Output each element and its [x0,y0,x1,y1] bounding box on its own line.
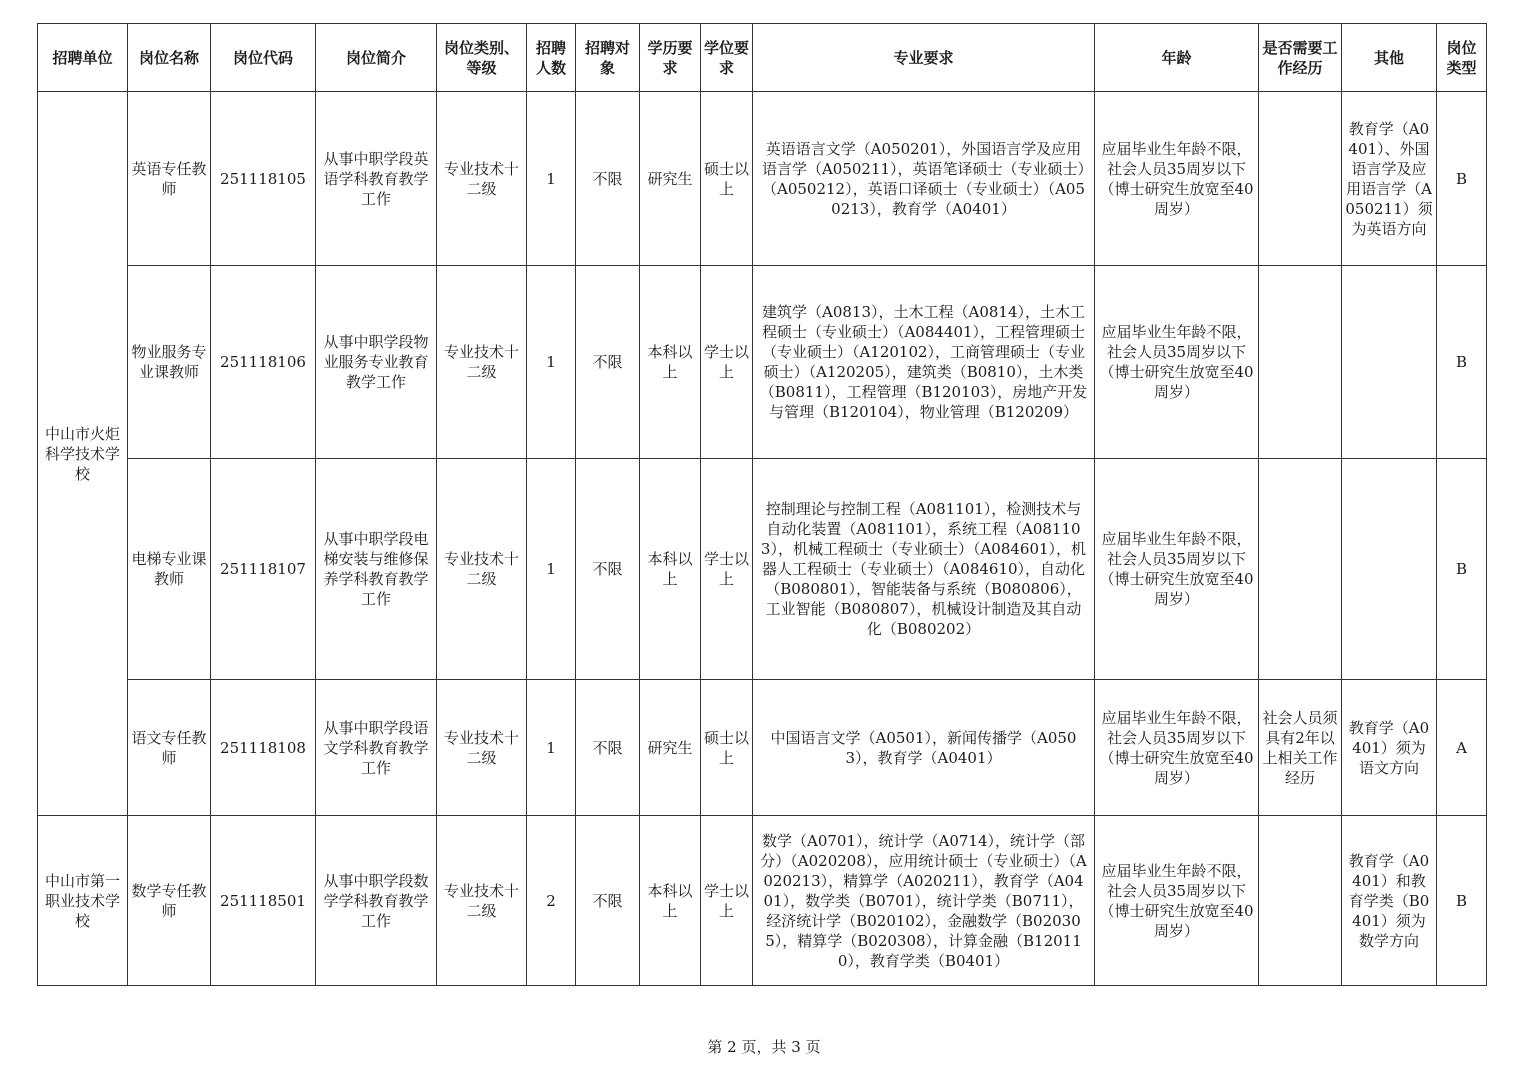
job-intro: 从事中职学段数学学科教育教学工作 [316,816,437,986]
job-category: 专业技术十二级 [437,92,527,266]
header-category: 岗位类别、等级 [437,24,527,92]
job-degree: 硕士以上 [701,92,753,266]
job-target: 不限 [576,680,640,816]
job-degree: 硕士以上 [701,680,753,816]
job-age: 应届毕业生年龄不限，社会人员35周岁以下（博士研究生放宽至40周岁） [1095,459,1259,680]
table-row [38,92,1487,266]
job-code: 251118105 [211,92,316,266]
job-type: B [1437,816,1487,986]
header-type: 岗位类型 [1437,24,1487,92]
job-other: 教育学（A0401）须为语文方向 [1342,680,1437,816]
unit-cell: 中山市第一职业技术学校 [38,816,128,986]
job-other: 教育学（A0401）、外国语言学及应用语言学（A050211）须为英语方向 [1342,92,1437,266]
job-experience: 社会人员须具有2年以上相关工作经历 [1259,680,1342,816]
job-type: B [1437,459,1487,680]
table-row [38,266,1487,459]
job-target: 不限 [576,266,640,459]
job-major: 英语语言文学（A050201），外国语言学及应用语言学（A050211），英语笔译硕士（专业硕士）（A050212），英语口译硕士（专业硕士）（A050213），教育学（A0401） [753,92,1095,266]
page-number: 第 2 页，共 3 页 [707,1038,821,1056]
header-major: 专业要求 [753,24,1095,92]
job-experience [1259,92,1342,266]
job-intro: 从事中职学段物业服务专业教育教学工作 [316,266,437,459]
job-type: B [1437,266,1487,459]
job-count: 1 [527,266,576,459]
job-count: 2 [527,816,576,986]
job-other [1342,459,1437,680]
header-name: 岗位名称 [128,24,211,92]
header-unit: 招聘单位 [38,24,128,92]
job-category: 专业技术十二级 [437,680,527,816]
unit-cell: 中山市火炬科学技术学校 [38,92,128,816]
job-count: 1 [527,459,576,680]
table-row [38,459,1487,680]
job-count: 1 [527,92,576,266]
job-target: 不限 [576,459,640,680]
header-intro: 岗位简介 [316,24,437,92]
job-name: 数学专任教师 [128,816,211,986]
job-intro: 从事中职学段电梯安装与维修保养学科教育教学工作 [316,459,437,680]
job-type: B [1437,92,1487,266]
header-target: 招聘对象 [576,24,640,92]
job-intro: 从事中职学段语文学科教育教学工作 [316,680,437,816]
recruitment-table [37,23,1487,986]
job-age: 应届毕业生年龄不限，社会人员35周岁以下（博士研究生放宽至40周岁） [1095,266,1259,459]
table-row [38,816,1487,986]
table-row [38,680,1487,816]
job-name: 物业服务专业课教师 [128,266,211,459]
job-experience [1259,816,1342,986]
job-experience [1259,266,1342,459]
job-age: 应届毕业生年龄不限，社会人员35周岁以下（博士研究生放宽至40周岁） [1095,680,1259,816]
job-major: 数学（A0701），统计学（A0714），统计学（部分）（A020208），应用统计硕士（专业硕士）（A020213），精算学（A020211），教育学（A0401），数学类（B0701），统计学类（B0711），经济统计学（B020102），金融数学（B020305），精算学（B020308），计算金融（B120110），教育学类（B0401） [753,816,1095,986]
header-experience: 是否需要工作经历 [1259,24,1342,92]
job-count: 1 [527,680,576,816]
header-code: 岗位代码 [211,24,316,92]
job-degree: 学士以上 [701,459,753,680]
job-code: 251118501 [211,816,316,986]
job-category: 专业技术十二级 [437,816,527,986]
job-education: 研究生 [640,680,701,816]
job-category: 专业技术十二级 [437,459,527,680]
job-target: 不限 [576,92,640,266]
header-row [38,24,1487,92]
job-degree: 学士以上 [701,266,753,459]
job-name: 英语专任教师 [128,92,211,266]
header-education: 学历要求 [640,24,701,92]
header-degree: 学位要求 [701,24,753,92]
job-age: 应届毕业生年龄不限，社会人员35周岁以下（博士研究生放宽至40周岁） [1095,92,1259,266]
job-name: 电梯专业课教师 [128,459,211,680]
job-intro: 从事中职学段英语学科教育教学工作 [316,92,437,266]
job-category: 专业技术十二级 [437,266,527,459]
job-experience [1259,459,1342,680]
job-age: 应届毕业生年龄不限，社会人员35周岁以下（博士研究生放宽至40周岁） [1095,816,1259,986]
job-major: 建筑学（A0813），土木工程（A0814），土木工程硕士（专业硕士）（A084401），工程管理硕士（专业硕士）（A120102），工商管理硕士（专业硕士）（A120205），建筑类（B0810），土木类（B0811），工程管理（B120103），房地产开发与管理（B120104），物业管理（B120209） [753,266,1095,459]
job-major: 中国语言文学（A0501），新闻传播学（A0503），教育学（A0401） [753,680,1095,816]
job-other: 教育学（A0401）和教育学类（B0401）须为数学方向 [1342,816,1437,986]
job-type: A [1437,680,1487,816]
job-code: 251118106 [211,266,316,459]
job-code: 251118107 [211,459,316,680]
job-education: 本科以上 [640,266,701,459]
job-code: 251118108 [211,680,316,816]
job-name: 语文专任教师 [128,680,211,816]
job-target: 不限 [576,816,640,986]
job-major: 控制理论与控制工程（A081101），检测技术与自动化装置（A081101），系统工程（A081103），机械工程硕士（专业硕士）（A084601），机器人工程硕士（专业硕士）（A084610），自动化（B080801），智能装备与系统（B080806），工业智能（B080807），机械设计制造及其自动化（B080202） [753,459,1095,680]
job-education: 本科以上 [640,816,701,986]
header-other: 其他 [1342,24,1437,92]
header-count: 招聘人数 [527,24,576,92]
job-other [1342,266,1437,459]
job-education: 研究生 [640,92,701,266]
job-education: 本科以上 [640,459,701,680]
header-age: 年龄 [1095,24,1259,92]
job-degree: 学士以上 [701,816,753,986]
